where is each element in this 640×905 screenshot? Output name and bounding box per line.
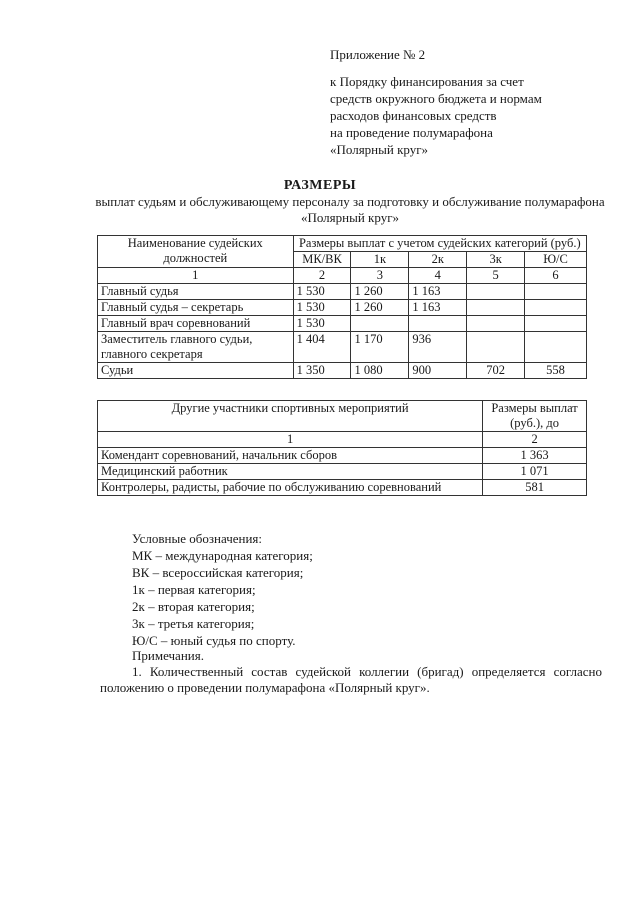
position-name: Главный судья – секретарь xyxy=(98,300,294,316)
column-number: 2 xyxy=(293,268,351,284)
payment-cell: 1 530 xyxy=(293,316,351,332)
appendix-line: на проведение полумарафона xyxy=(330,125,493,140)
payment-cell: 1 350 xyxy=(293,363,351,379)
payment-cell xyxy=(467,300,525,316)
payment-cell xyxy=(525,316,587,332)
appendix-line: «Полярный круг» xyxy=(330,142,429,157)
legend-item: Ю/С – юный судья по спорту. xyxy=(132,633,296,648)
position-name: Главный судья xyxy=(98,284,294,300)
column-number-row xyxy=(98,268,587,284)
column-number-row xyxy=(98,432,587,448)
column-number: 6 xyxy=(525,268,587,284)
table-row xyxy=(98,332,587,363)
payment-cell: 702 xyxy=(467,363,525,379)
appendix-block xyxy=(330,46,542,158)
payment-cell: 558 xyxy=(525,363,587,379)
payment-cell: 900 xyxy=(409,363,467,379)
payment-cell: 1 260 xyxy=(351,300,409,316)
header-participants: Другие участники спортивных мероприятий xyxy=(98,401,483,432)
payment-cell: 936 xyxy=(409,332,467,363)
payment-cell xyxy=(525,332,587,363)
appendix-line: расходов финансовых средств xyxy=(330,108,497,123)
payment-cell: 1 260 xyxy=(351,284,409,300)
legend-item: 1к – первая категория; xyxy=(132,582,256,597)
legend-item: ВК – всероссийская категория; xyxy=(132,565,304,580)
participant-name: Контролеры, радисты, рабочие по обслуживанию соревнований xyxy=(98,480,483,496)
table-row xyxy=(98,448,587,464)
document-subtitle: выплат судьям и обслуживающему персоналу за подготовку и обслуживание полумарафона «Полярный круг» xyxy=(95,194,605,225)
column-number: 2 xyxy=(483,432,587,448)
column-number: 1 xyxy=(98,432,483,448)
payment-cell: 1 080 xyxy=(351,363,409,379)
legend-item: 3к – третья категория; xyxy=(132,616,255,631)
payment-cell: 1 404 xyxy=(293,332,351,363)
header-position: Наименование судейских должностей xyxy=(98,236,294,268)
position-name: Судьи xyxy=(98,363,294,379)
position-name: Главный врач соревнований xyxy=(98,316,294,332)
column-number: 4 xyxy=(409,268,467,284)
column-number: 5 xyxy=(467,268,525,284)
table-row xyxy=(98,316,587,332)
category-header: 2к xyxy=(409,252,467,268)
table-row xyxy=(98,284,587,300)
column-number: 3 xyxy=(351,268,409,284)
payment-cell xyxy=(351,316,409,332)
remarks-title: Примечания. xyxy=(132,648,204,663)
payment-cell: 1 530 xyxy=(293,300,351,316)
payment-cell: 1 363 xyxy=(483,448,587,464)
legend-title: Условные обозначения: xyxy=(132,531,263,546)
payment-cell: 1 530 xyxy=(293,284,351,300)
other-participants-table xyxy=(97,400,587,496)
participant-name: Медицинский работник xyxy=(98,464,483,480)
payment-cell xyxy=(467,284,525,300)
category-header: 1к xyxy=(351,252,409,268)
table-row xyxy=(98,464,587,480)
participant-name: Комендант соревнований, начальник сборов xyxy=(98,448,483,464)
position-name: Заместитель главного судьи, главного секретаря xyxy=(98,332,294,363)
payment-cell: 1 163 xyxy=(409,300,467,316)
column-number: 1 xyxy=(98,268,294,284)
appendix-line: к Порядку финансирования за счет xyxy=(330,74,524,89)
appendix-line: средств окружного бюджета и нормам xyxy=(330,91,542,106)
legend-block xyxy=(132,530,313,649)
payment-cell xyxy=(467,316,525,332)
header-payments: Размеры выплат с учетом судейских категорий (руб.) xyxy=(293,236,586,252)
header-payments-upto: Размеры выплат (руб.), до xyxy=(483,401,587,432)
table-row xyxy=(98,480,587,496)
payment-cell xyxy=(409,316,467,332)
appendix-number: Приложение № 2 xyxy=(330,47,426,62)
legend-item: МК – международная категория; xyxy=(132,548,313,563)
remarks-paragraph: 1. Количественный состав судейской коллегии (бригад) определяется согласно положению о проведении полумарафона «Полярный круг». xyxy=(100,664,602,695)
document-title: РАЗМЕРЫ xyxy=(283,178,357,193)
payment-cell xyxy=(525,300,587,316)
legend-item: 2к – вторая категория; xyxy=(132,599,255,614)
payment-cell xyxy=(467,332,525,363)
payment-cell: 1 071 xyxy=(483,464,587,480)
judges-payment-table xyxy=(97,235,587,379)
payment-cell: 1 163 xyxy=(409,284,467,300)
table-row xyxy=(98,300,587,316)
table-row xyxy=(98,363,587,379)
payment-cell: 1 170 xyxy=(351,332,409,363)
category-header: МК/ВК xyxy=(293,252,351,268)
category-header: 3к xyxy=(467,252,525,268)
payment-cell xyxy=(525,284,587,300)
payment-cell: 581 xyxy=(483,480,587,496)
remarks-block xyxy=(100,648,602,696)
category-header: Ю/С xyxy=(525,252,587,268)
